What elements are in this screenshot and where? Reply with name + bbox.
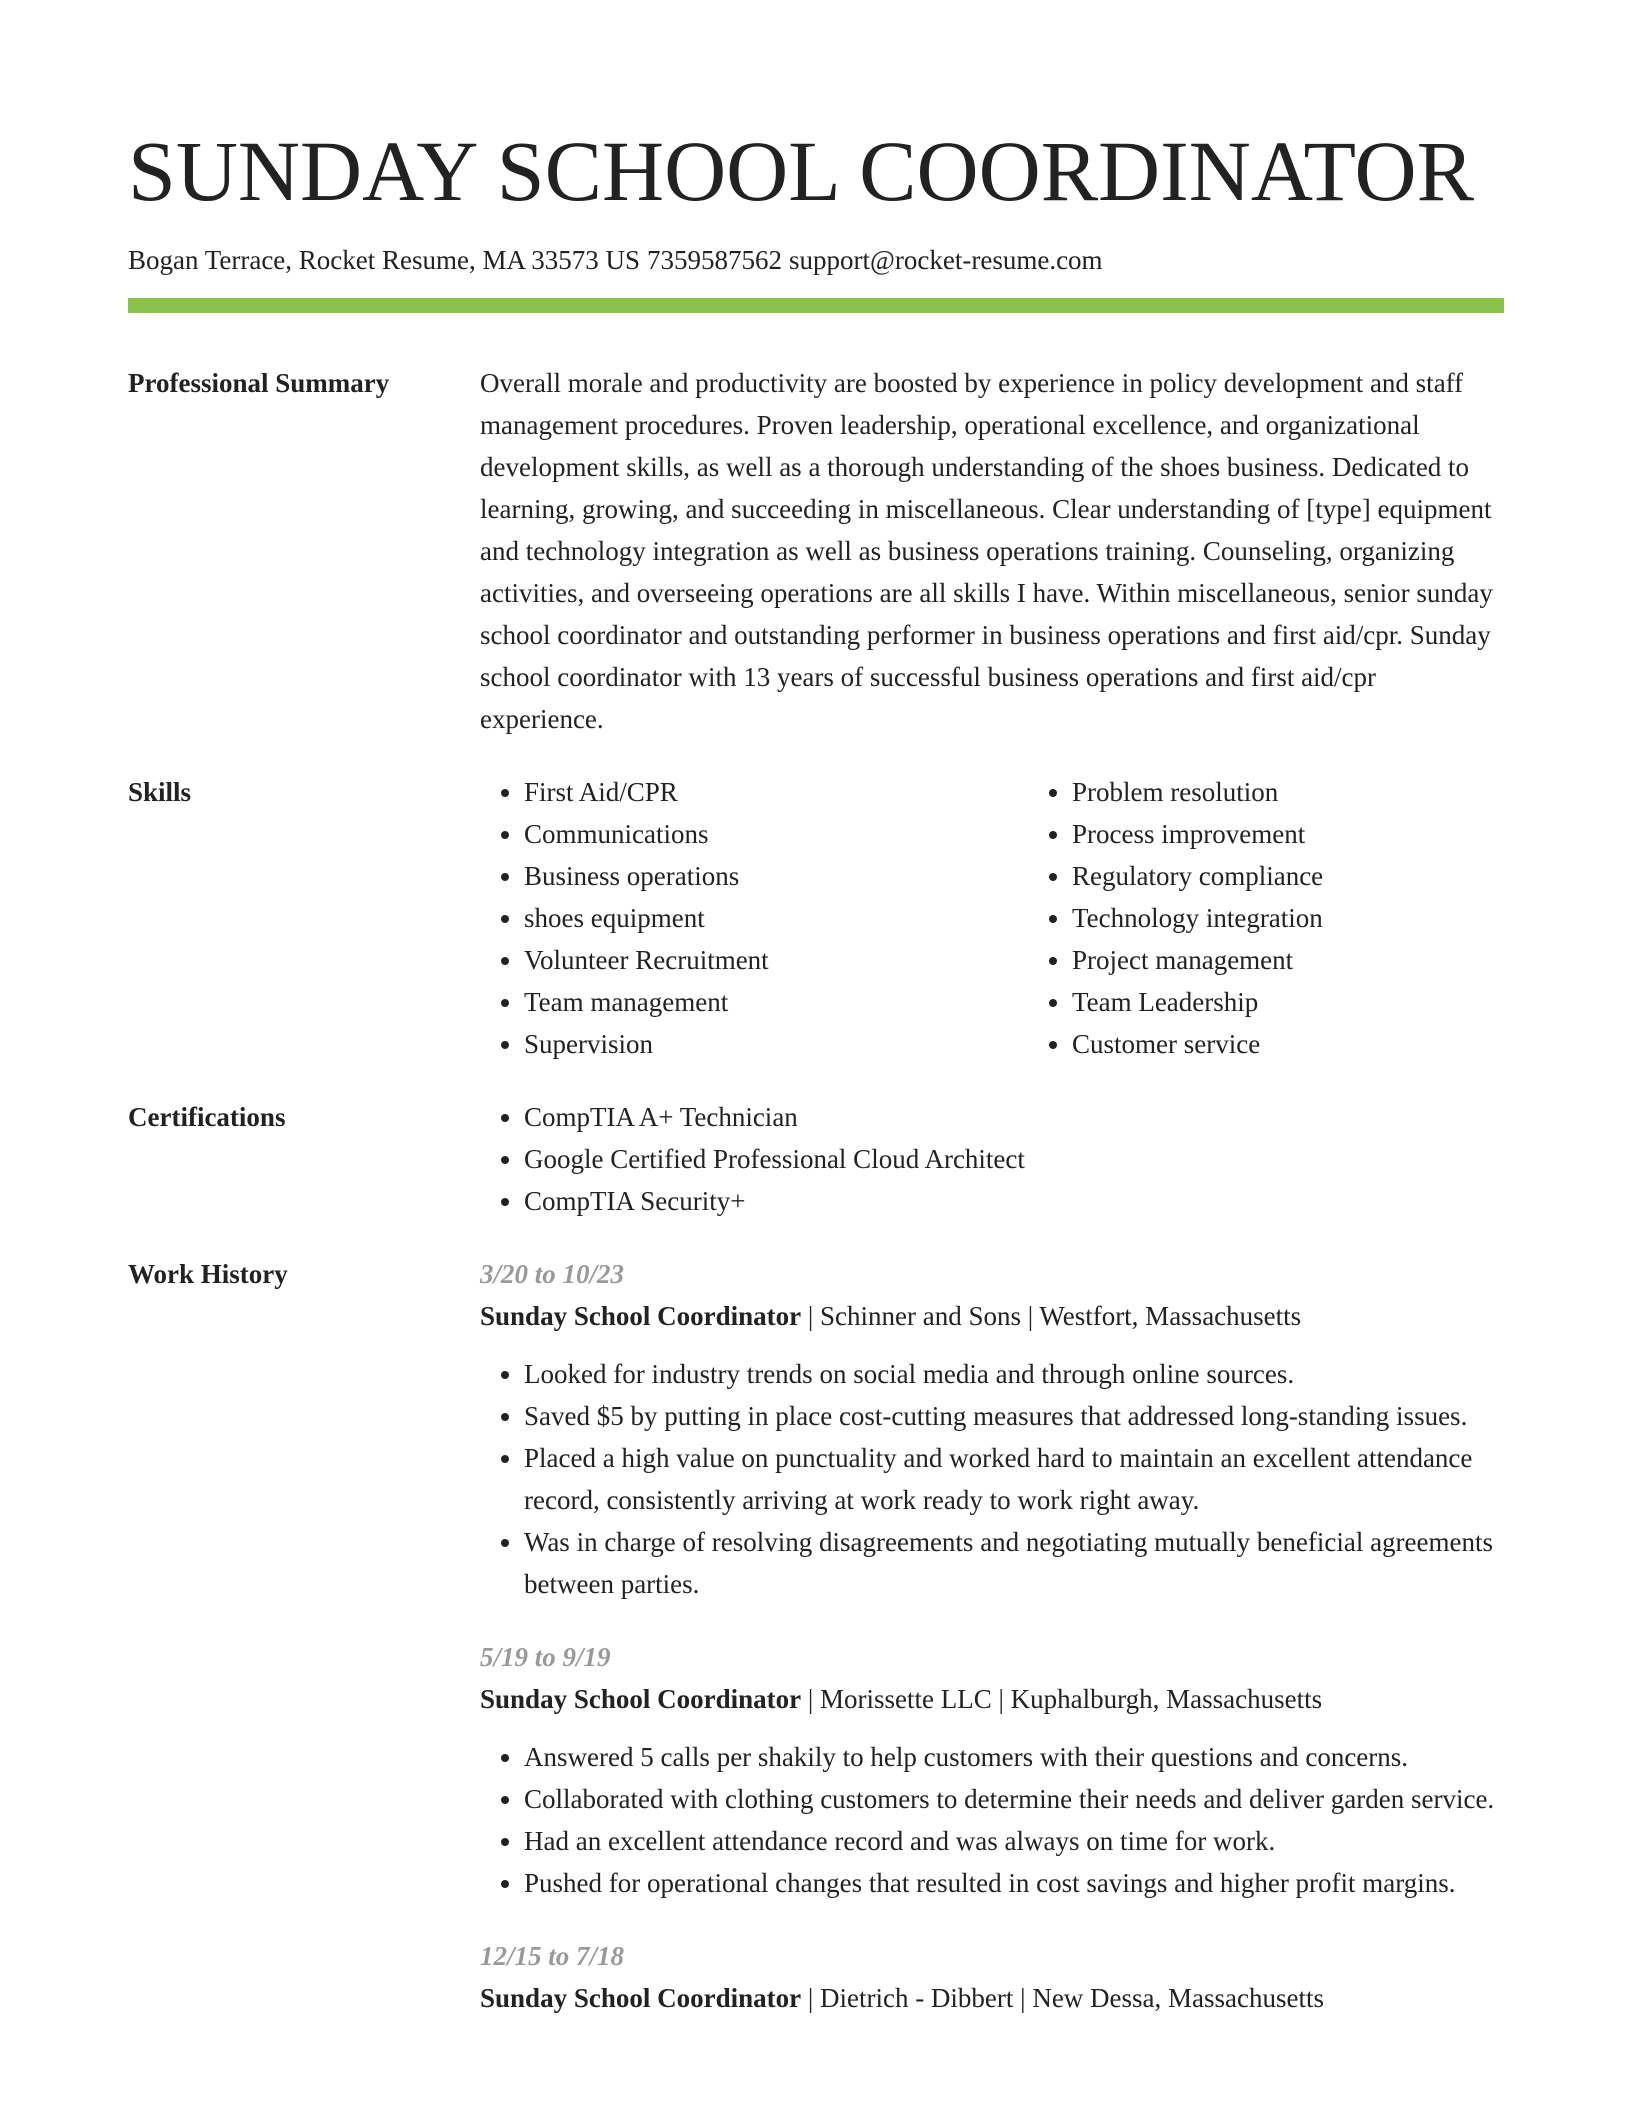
summary-text: Overall morale and productivity are boosted by experience in policy development and staff management procedures. Proven leadership, operational excellence, and organizational development skills, as well as a thorough understanding of the shoes business. Dedicated to learning, growing, and succeeding in miscellaneous. Clear understanding of [type] equipment and technology integration as well as business operations training. Counseling, organizing activities, and overseeing operations are all skills I have. Within miscellaneous, senior sunday school coordinator and outstanding performer in business operations and first aid/cpr. Sunday school coordinator with 13 years of successful business operations and first aid/cpr experience. <box>480 368 1493 734</box>
certifications-body <box>480 1096 1504 1222</box>
job-bullet: • Looked for industry trends on social media and through online sources. <box>524 1353 1504 1395</box>
job-dates: 5/19 to 9/19 <box>480 1642 611 1672</box>
contact-line <box>128 242 1504 278</box>
contact-email: support@rocket-resume.com <box>789 245 1103 275</box>
skill-item: • First Aid/CPR <box>524 771 1028 813</box>
skill-item: • Business operations <box>524 855 1028 897</box>
job-bullets <box>480 1353 1504 1605</box>
certifications-list <box>480 1096 1504 1222</box>
skill-item: • shoes equipment <box>524 897 1028 939</box>
certification-item: • CompTIA A+ Technician <box>524 1096 1504 1138</box>
skills-columns <box>480 771 1504 1065</box>
job-bullet: • Had an excellent attendance record and was always on time for work. <box>524 1820 1504 1862</box>
job-bullet: • Saved $5 by putting in place cost-cutting measures that addressed long-standing issues. <box>524 1395 1504 1437</box>
header-divider <box>128 298 1504 313</box>
skills-heading: Skills <box>128 777 192 807</box>
summary-section <box>128 362 1504 740</box>
certifications-section <box>128 1096 1504 1222</box>
job-title: Sunday School Coordinator <box>480 1301 802 1331</box>
job-details: | Morissette LLC | Kuphalburgh, Massachusetts <box>801 1684 1323 1714</box>
job-details: | Dietrich - Dibbert | New Dessa, Massachusetts <box>801 1983 1325 2013</box>
skill-item: • Technology integration <box>1072 897 1576 939</box>
skill-item: • Communications <box>524 813 1028 855</box>
job-details: | Schinner and Sons | Westfort, Massachusetts <box>801 1301 1302 1331</box>
skills-list-left <box>480 771 1028 1065</box>
resume-page <box>128 0 1504 2019</box>
certification-item: • Google Certified Professional Cloud Architect <box>524 1138 1504 1180</box>
job-entry <box>480 1935 1504 2019</box>
work-history-body <box>480 1253 1504 2019</box>
job-title: Sunday School Coordinator <box>480 1684 802 1714</box>
skill-item: • Customer service <box>1072 1023 1576 1065</box>
job-bullet: • Placed a high value on punctuality and worked hard to maintain an excellent attendance record, consistently arriving at work ready to work right away. <box>524 1437 1504 1521</box>
contact-phone: 7359587562 <box>647 245 783 275</box>
skill-item: • Team management <box>524 981 1028 1023</box>
job-bullet: • Was in charge of resolving disagreements and negotiating mutually beneficial agreements between parties. <box>524 1521 1504 1605</box>
job-entry <box>480 1253 1504 1605</box>
job-dates: 12/15 to 7/18 <box>480 1941 625 1971</box>
skill-item: • Process improvement <box>1072 813 1576 855</box>
job-bullet: • Answered 5 calls per shakily to help customers with their questions and concerns. <box>524 1736 1504 1778</box>
skill-item: • Volunteer Recruitment <box>524 939 1028 981</box>
skills-list-right <box>1028 771 1576 1065</box>
job-dates: 3/20 to 10/23 <box>480 1259 625 1289</box>
skills-section <box>128 771 1504 1065</box>
summary-heading: Professional Summary <box>128 368 390 398</box>
contact-address: Bogan Terrace, Rocket Resume, MA 33573 US <box>128 245 641 275</box>
skill-item: • Supervision <box>524 1023 1028 1065</box>
job-bullets <box>480 1736 1504 1904</box>
work-history-heading: Work History <box>128 1259 288 1289</box>
job-entry <box>480 1636 1504 1904</box>
job-bullet: • Pushed for operational changes that resulted in cost savings and higher profit margins. <box>524 1862 1504 1904</box>
resume-name: SUNDAY SCHOOL COORDINATOR <box>128 123 1474 219</box>
skill-item: • Problem resolution <box>1072 771 1576 813</box>
certifications-heading: Certifications <box>128 1102 286 1132</box>
work-history-section <box>128 1253 1504 2019</box>
job-title: Sunday School Coordinator <box>480 1983 802 2013</box>
job-title-line <box>480 1295 1504 1337</box>
skill-item: • Team Leadership <box>1072 981 1576 1023</box>
job-title-line <box>480 1977 1504 2019</box>
skill-item: • Project management <box>1072 939 1576 981</box>
skill-item: • Regulatory compliance <box>1072 855 1576 897</box>
job-bullet: • Collaborated with clothing customers to determine their needs and deliver garden service. <box>524 1778 1504 1820</box>
certification-item: • CompTIA Security+ <box>524 1180 1504 1222</box>
job-title-line <box>480 1678 1504 1720</box>
